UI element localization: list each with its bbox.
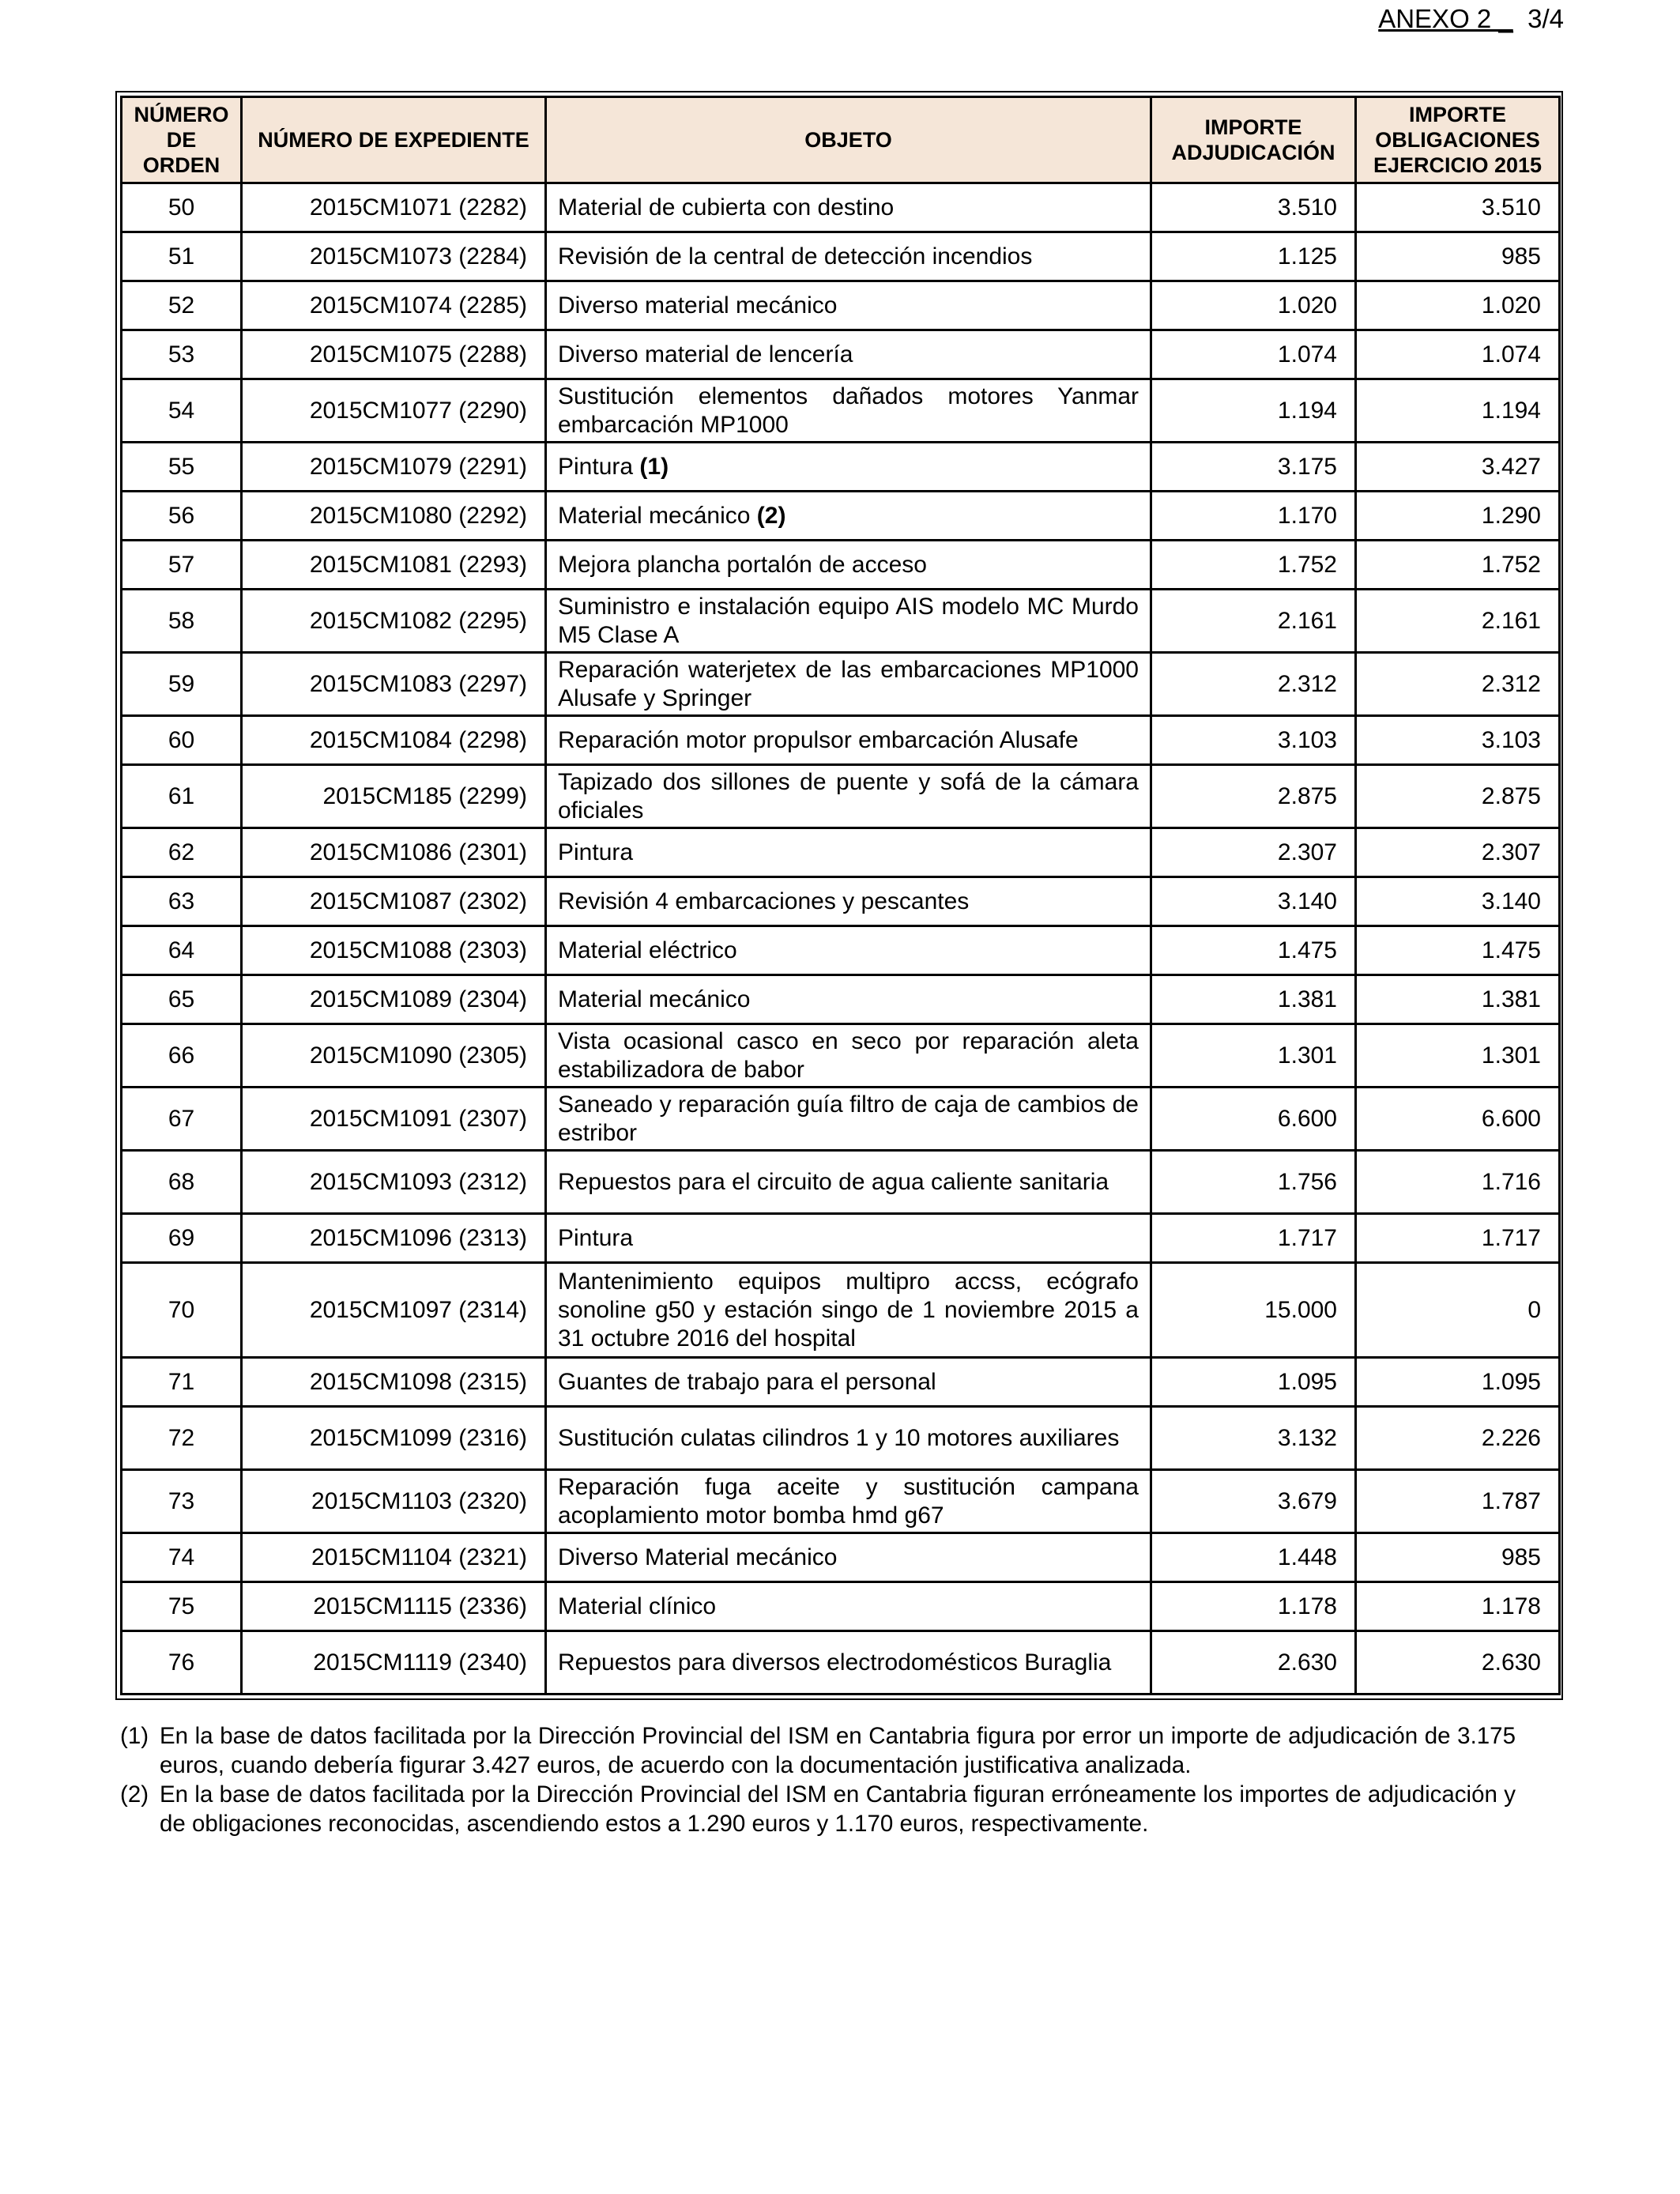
cell-orden: 52 bbox=[122, 281, 242, 330]
cell-expediente: 2015CM1099 (2316) bbox=[242, 1407, 546, 1470]
footnote bbox=[120, 1721, 1516, 1780]
table-row bbox=[122, 828, 1560, 877]
cell-orden: 76 bbox=[122, 1631, 242, 1695]
footnote-marker: (2) bbox=[120, 1781, 149, 1808]
cell-importe-adjudicacion: 1.194 bbox=[1151, 379, 1356, 443]
cell-importe-adjudicacion: 3.510 bbox=[1151, 183, 1356, 232]
cell-importe-obligaciones: 2.875 bbox=[1356, 765, 1560, 828]
footnote bbox=[120, 1780, 1516, 1838]
table-row bbox=[122, 443, 1560, 492]
cell-importe-adjudicacion: 1.301 bbox=[1151, 1024, 1356, 1088]
cell-expediente: 2015CM1082 (2295) bbox=[242, 590, 546, 653]
table-row bbox=[122, 281, 1560, 330]
cell-importe-obligaciones: 2.161 bbox=[1356, 590, 1560, 653]
table-row bbox=[122, 1151, 1560, 1214]
table-row bbox=[122, 1582, 1560, 1631]
cell-objeto: Pintura (1) bbox=[546, 443, 1151, 492]
cell-orden: 65 bbox=[122, 975, 242, 1024]
table-row bbox=[122, 877, 1560, 926]
cell-importe-adjudicacion: 1.178 bbox=[1151, 1582, 1356, 1631]
cell-importe-adjudicacion: 1.170 bbox=[1151, 492, 1356, 541]
cell-objeto: Reparación motor propulsor embarcación Alusafe bbox=[546, 716, 1151, 765]
cell-orden: 66 bbox=[122, 1024, 242, 1088]
cell-objeto: Pintura bbox=[546, 1214, 1151, 1263]
cell-orden: 71 bbox=[122, 1358, 242, 1407]
column-header-orden: NÚMERO DE ORDEN bbox=[122, 97, 242, 183]
cell-importe-adjudicacion: 2.630 bbox=[1151, 1631, 1356, 1695]
cell-importe-adjudicacion: 2.161 bbox=[1151, 590, 1356, 653]
table-row bbox=[122, 492, 1560, 541]
cell-objeto: Diverso material de lencería bbox=[546, 330, 1151, 379]
cell-expediente: 2015CM1119 (2340) bbox=[242, 1631, 546, 1695]
cell-expediente: 2015CM1074 (2285) bbox=[242, 281, 546, 330]
cell-importe-adjudicacion: 2.307 bbox=[1151, 828, 1356, 877]
cell-objeto: Pintura bbox=[546, 828, 1151, 877]
cell-objeto: Mejora plancha portalón de acceso bbox=[546, 541, 1151, 590]
cell-expediente: 2015CM1103 (2320) bbox=[242, 1470, 546, 1533]
cell-orden: 70 bbox=[122, 1263, 242, 1358]
cell-objeto: Material mecánico (2) bbox=[546, 492, 1151, 541]
table-header-row bbox=[122, 97, 1560, 183]
footnote-marker: (1) bbox=[120, 1723, 149, 1749]
contracts-table bbox=[120, 96, 1561, 1695]
column-header-importe-adjudicacion: IMPORTE ADJUDICACIÓN bbox=[1151, 97, 1356, 183]
cell-importe-obligaciones: 1.020 bbox=[1356, 281, 1560, 330]
cell-expediente: 2015CM1097 (2314) bbox=[242, 1263, 546, 1358]
cell-objeto: Mantenimiento equipos multipro accss, ecógrafo sonoline g50 y estación singo de 1 noviembre 2015 a 31 octubre 2016 del hospital bbox=[546, 1263, 1151, 1358]
cell-expediente: 2015CM1087 (2302) bbox=[242, 877, 546, 926]
table-row bbox=[122, 1358, 1560, 1407]
cell-importe-obligaciones: 2.312 bbox=[1356, 653, 1560, 716]
cell-importe-adjudicacion: 3.679 bbox=[1151, 1470, 1356, 1533]
table-row bbox=[122, 716, 1560, 765]
cell-orden: 50 bbox=[122, 183, 242, 232]
footnote-ref: (1) bbox=[639, 453, 669, 480]
cell-expediente: 2015CM1073 (2284) bbox=[242, 232, 546, 281]
cell-importe-adjudicacion: 1.074 bbox=[1151, 330, 1356, 379]
cell-expediente: 2015CM1104 (2321) bbox=[242, 1533, 546, 1582]
cell-objeto: Vista ocasional casco en seco por reparación aleta estabilizadora de babor bbox=[546, 1024, 1151, 1088]
table-row bbox=[122, 379, 1560, 443]
cell-importe-adjudicacion: 15.000 bbox=[1151, 1263, 1356, 1358]
cell-importe-obligaciones: 3.427 bbox=[1356, 443, 1560, 492]
cell-importe-obligaciones: 1.074 bbox=[1356, 330, 1560, 379]
cell-objeto: Material mecánico bbox=[546, 975, 1151, 1024]
cell-importe-adjudicacion: 6.600 bbox=[1151, 1088, 1356, 1151]
cell-objeto: Suministro e instalación equipo AIS modelo MC Murdo M5 Clase A bbox=[546, 590, 1151, 653]
table-row bbox=[122, 1214, 1560, 1263]
cell-expediente: 2015CM1093 (2312) bbox=[242, 1151, 546, 1214]
cell-expediente: 2015CM1084 (2298) bbox=[242, 716, 546, 765]
cell-importe-adjudicacion: 1.448 bbox=[1151, 1533, 1356, 1582]
cell-expediente: 2015CM1088 (2303) bbox=[242, 926, 546, 975]
cell-objeto: Sustitución culatas cilindros 1 y 10 motores auxiliares bbox=[546, 1407, 1151, 1470]
cell-expediente: 2015CM1080 (2292) bbox=[242, 492, 546, 541]
table-row bbox=[122, 232, 1560, 281]
cell-expediente: 2015CM1086 (2301) bbox=[242, 828, 546, 877]
cell-expediente: 2015CM1077 (2290) bbox=[242, 379, 546, 443]
table-row bbox=[122, 765, 1560, 828]
cell-orden: 61 bbox=[122, 765, 242, 828]
cell-importe-adjudicacion: 1.717 bbox=[1151, 1214, 1356, 1263]
column-header-objeto: OBJETO bbox=[546, 97, 1151, 183]
cell-orden: 59 bbox=[122, 653, 242, 716]
cell-objeto: Saneado y reparación guía filtro de caja de cambios de estribor bbox=[546, 1088, 1151, 1151]
cell-orden: 62 bbox=[122, 828, 242, 877]
cell-importe-adjudicacion: 1.752 bbox=[1151, 541, 1356, 590]
cell-importe-adjudicacion: 3.175 bbox=[1151, 443, 1356, 492]
cell-importe-adjudicacion: 2.875 bbox=[1151, 765, 1356, 828]
cell-importe-adjudicacion: 1.381 bbox=[1151, 975, 1356, 1024]
cell-importe-obligaciones: 1.475 bbox=[1356, 926, 1560, 975]
cell-importe-obligaciones: 1.095 bbox=[1356, 1358, 1560, 1407]
cell-expediente: 2015CM1115 (2336) bbox=[242, 1582, 546, 1631]
cell-importe-obligaciones: 2.307 bbox=[1356, 828, 1560, 877]
cell-orden: 72 bbox=[122, 1407, 242, 1470]
cell-importe-obligaciones: 1.194 bbox=[1356, 379, 1560, 443]
cell-objeto: Repuestos para diversos electrodomésticos Buraglia bbox=[546, 1631, 1151, 1695]
table-row bbox=[122, 653, 1560, 716]
cell-orden: 51 bbox=[122, 232, 242, 281]
cell-importe-obligaciones: 0 bbox=[1356, 1263, 1560, 1358]
cell-importe-obligaciones: 3.510 bbox=[1356, 183, 1560, 232]
cell-importe-adjudicacion: 3.132 bbox=[1151, 1407, 1356, 1470]
cell-orden: 69 bbox=[122, 1214, 242, 1263]
table-row bbox=[122, 183, 1560, 232]
footnotes bbox=[120, 1721, 1516, 1838]
footnote-text: En la base de datos facilitada por la Dirección Provincial del ISM en Cantabria figura por error un importe de adjudicación de 3.175 euros, cuando debería figurar 3.427 euros, de acuerdo con la documentación justificativa analizada. bbox=[160, 1723, 1516, 1778]
cell-orden: 53 bbox=[122, 330, 242, 379]
column-header-importe-obligaciones: IMPORTE OBLIGACIONES EJERCICIO 2015 bbox=[1356, 97, 1560, 183]
cell-orden: 67 bbox=[122, 1088, 242, 1151]
cell-orden: 57 bbox=[122, 541, 242, 590]
table-row bbox=[122, 1024, 1560, 1088]
cell-importe-obligaciones: 2.226 bbox=[1356, 1407, 1560, 1470]
cell-importe-adjudicacion: 1.095 bbox=[1151, 1358, 1356, 1407]
table-row bbox=[122, 1088, 1560, 1151]
annex-header bbox=[1378, 2, 1564, 36]
cell-importe-obligaciones: 1.290 bbox=[1356, 492, 1560, 541]
cell-objeto: Revisión de la central de detección incendios bbox=[546, 232, 1151, 281]
cell-importe-obligaciones: 1.752 bbox=[1356, 541, 1560, 590]
cell-importe-obligaciones: 985 bbox=[1356, 232, 1560, 281]
cell-importe-obligaciones: 1.301 bbox=[1356, 1024, 1560, 1088]
cell-objeto: Material eléctrico bbox=[546, 926, 1151, 975]
cell-orden: 58 bbox=[122, 590, 242, 653]
table-row bbox=[122, 1631, 1560, 1695]
cell-importe-obligaciones: 3.140 bbox=[1356, 877, 1560, 926]
cell-expediente: 2015CM1089 (2304) bbox=[242, 975, 546, 1024]
cell-orden: 74 bbox=[122, 1533, 242, 1582]
cell-expediente: 2015CM1083 (2297) bbox=[242, 653, 546, 716]
cell-orden: 60 bbox=[122, 716, 242, 765]
cell-expediente: 2015CM1090 (2305) bbox=[242, 1024, 546, 1088]
cell-expediente: 2015CM1081 (2293) bbox=[242, 541, 546, 590]
table-row bbox=[122, 1470, 1560, 1533]
cell-importe-adjudicacion: 1.756 bbox=[1151, 1151, 1356, 1214]
cell-importe-adjudicacion: 3.103 bbox=[1151, 716, 1356, 765]
cell-orden: 75 bbox=[122, 1582, 242, 1631]
cell-objeto: Guantes de trabajo para el personal bbox=[546, 1358, 1151, 1407]
table-row bbox=[122, 330, 1560, 379]
cell-importe-obligaciones: 2.630 bbox=[1356, 1631, 1560, 1695]
cell-expediente: 2015CM1091 (2307) bbox=[242, 1088, 546, 1151]
cell-objeto: Diverso material mecánico bbox=[546, 281, 1151, 330]
cell-importe-adjudicacion: 1.475 bbox=[1151, 926, 1356, 975]
contracts-table-frame bbox=[115, 91, 1563, 1700]
cell-orden: 63 bbox=[122, 877, 242, 926]
cell-objeto: Revisión 4 embarcaciones y pescantes bbox=[546, 877, 1151, 926]
table-row bbox=[122, 541, 1560, 590]
page-number: 3/4 bbox=[1527, 4, 1564, 33]
cell-objeto: Diverso Material mecánico bbox=[546, 1533, 1151, 1582]
cell-objeto: Material de cubierta con destino bbox=[546, 183, 1151, 232]
cell-orden: 73 bbox=[122, 1470, 242, 1533]
cell-expediente: 2015CM1079 (2291) bbox=[242, 443, 546, 492]
cell-orden: 56 bbox=[122, 492, 242, 541]
cell-importe-obligaciones: 1.787 bbox=[1356, 1470, 1560, 1533]
cell-orden: 55 bbox=[122, 443, 242, 492]
cell-importe-obligaciones: 1.381 bbox=[1356, 975, 1560, 1024]
cell-importe-obligaciones: 1.716 bbox=[1356, 1151, 1560, 1214]
cell-orden: 54 bbox=[122, 379, 242, 443]
cell-importe-obligaciones: 1.717 bbox=[1356, 1214, 1560, 1263]
cell-orden: 64 bbox=[122, 926, 242, 975]
cell-objeto: Tapizado dos sillones de puente y sofá de la cámara oficiales bbox=[546, 765, 1151, 828]
table-row bbox=[122, 590, 1560, 653]
cell-orden: 68 bbox=[122, 1151, 242, 1214]
cell-objeto: Material clínico bbox=[546, 1582, 1151, 1631]
cell-objeto: Reparación waterjetex de las embarcaciones MP1000 Alusafe y Springer bbox=[546, 653, 1151, 716]
footnote-ref: (2) bbox=[756, 502, 786, 529]
table-row bbox=[122, 926, 1560, 975]
cell-importe-obligaciones: 3.103 bbox=[1356, 716, 1560, 765]
cell-objeto: Reparación fuga aceite y sustitución campana acoplamiento motor bomba hmd g67 bbox=[546, 1470, 1151, 1533]
table-row bbox=[122, 1533, 1560, 1582]
cell-importe-adjudicacion: 2.312 bbox=[1151, 653, 1356, 716]
column-header-expediente: NÚMERO DE EXPEDIENTE bbox=[242, 97, 546, 183]
cell-expediente: 2015CM185 (2299) bbox=[242, 765, 546, 828]
cell-expediente: 2015CM1075 (2288) bbox=[242, 330, 546, 379]
table-row bbox=[122, 975, 1560, 1024]
cell-importe-adjudicacion: 1.020 bbox=[1151, 281, 1356, 330]
table-row bbox=[122, 1263, 1560, 1358]
cell-importe-adjudicacion: 1.125 bbox=[1151, 232, 1356, 281]
annex-label: ANEXO 2 _ bbox=[1378, 4, 1513, 33]
footnote-text: En la base de datos facilitada por la Dirección Provincial del ISM en Cantabria figuran erróneamente los importes de adjudicación y de obligaciones reconocidas, ascendiendo estos a 1.290 euros y 1.170 euros, respectivamente. bbox=[160, 1781, 1516, 1837]
cell-objeto: Sustitución elementos dañados motores Yanmar embarcación MP1000 bbox=[546, 379, 1151, 443]
cell-expediente: 2015CM1071 (2282) bbox=[242, 183, 546, 232]
cell-importe-obligaciones: 985 bbox=[1356, 1533, 1560, 1582]
cell-importe-adjudicacion: 3.140 bbox=[1151, 877, 1356, 926]
cell-importe-obligaciones: 6.600 bbox=[1356, 1088, 1560, 1151]
cell-expediente: 2015CM1096 (2313) bbox=[242, 1214, 546, 1263]
cell-importe-obligaciones: 1.178 bbox=[1356, 1582, 1560, 1631]
cell-objeto: Repuestos para el circuito de agua caliente sanitaria bbox=[546, 1151, 1151, 1214]
table-row bbox=[122, 1407, 1560, 1470]
cell-expediente: 2015CM1098 (2315) bbox=[242, 1358, 546, 1407]
